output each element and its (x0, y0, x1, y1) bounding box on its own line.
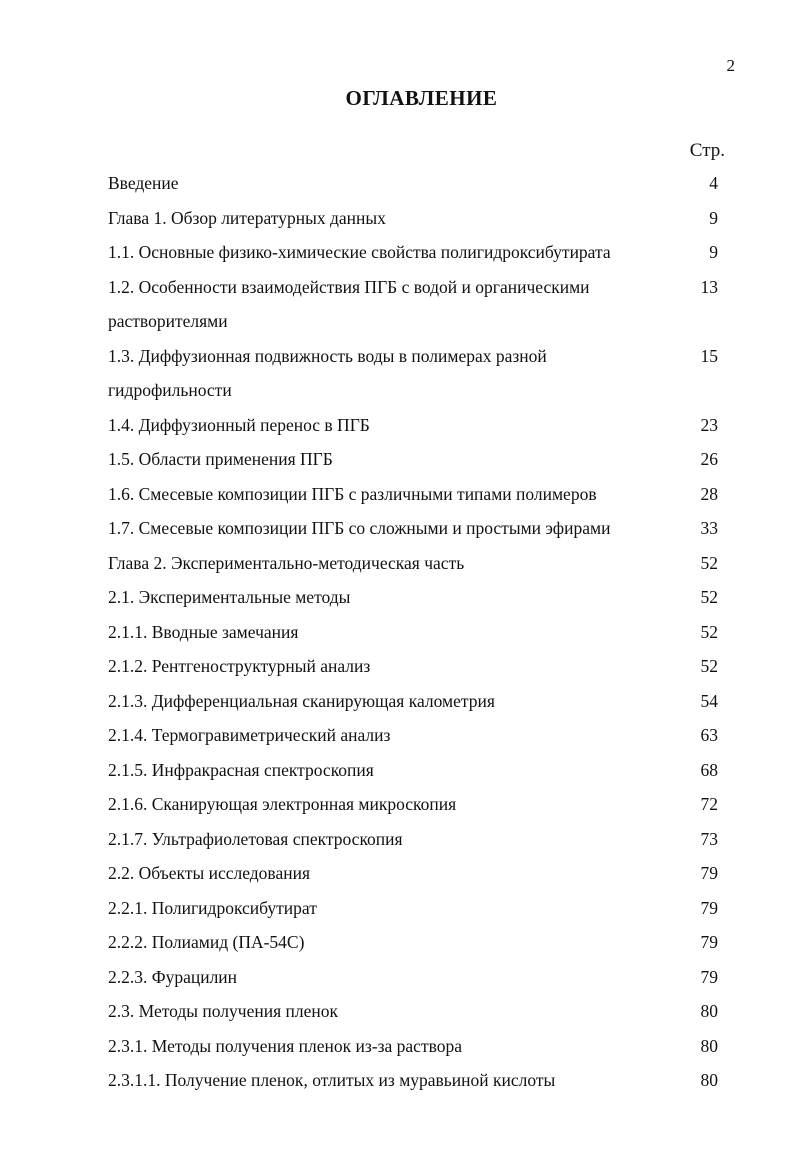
toc-entry-title: Введение (108, 173, 179, 193)
toc-entry (108, 891, 718, 926)
toc-entry (108, 960, 718, 995)
toc-entry (108, 649, 718, 684)
toc-entry (108, 235, 718, 270)
toc-entry-page: 79 (700, 863, 718, 883)
toc-entry (108, 822, 718, 857)
toc-entry (108, 615, 718, 650)
toc-entry-page: 52 (700, 621, 718, 642)
toc-entry (108, 684, 718, 719)
toc-entry-title: 2.2.1. Полигидроксибутират (108, 897, 317, 918)
toc-entry-page: 33 (700, 518, 718, 538)
toc-entry (108, 925, 718, 960)
toc-entry-page: 28 (700, 483, 718, 504)
toc-entry (108, 442, 718, 477)
toc-entry (108, 511, 718, 546)
toc-entry-title: 2.3. Методы получения пленок (108, 1001, 338, 1021)
toc-entry-title: 2.1.2. Рентгеноструктурный анализ (108, 656, 371, 676)
page-number: 2 (726, 56, 735, 75)
toc-entry (108, 201, 718, 236)
toc-entry-page: 9 (709, 242, 718, 262)
page-title: ОГЛАВЛЕНИЕ (345, 86, 498, 110)
toc-entry-title: 1.7. Смесевые композиции ПГБ со сложными и простыми эфирами (108, 518, 611, 538)
toc-entry-page: 23 (700, 414, 718, 435)
toc-entry (108, 580, 718, 615)
toc-entry-page: 54 (700, 690, 718, 711)
toc-entry-page: 15 (700, 345, 718, 366)
toc-entry-page: 52 (700, 656, 718, 676)
toc-entry-title: 2.2.2. Полиамид (ПА-54С) (108, 932, 305, 952)
toc-entry-title: 2.3.1. Методы получения пленок из-за раствора (108, 1035, 462, 1056)
toc-entry (108, 339, 718, 408)
toc-entry-page: 13 (700, 276, 718, 297)
toc-entry-page: 73 (700, 828, 718, 849)
toc-entry-title: 1.4. Диффузионный перенос в ПГБ (108, 414, 370, 435)
toc-entry (108, 753, 718, 788)
toc-entry (108, 994, 718, 1029)
toc-entry (108, 546, 718, 581)
toc-entry-page: 68 (700, 759, 718, 780)
toc-entry-title: 1.5. Области применения ПГБ (108, 449, 333, 469)
toc-entry-page: 80 (700, 1070, 718, 1090)
toc-entry-title: 2.1.6. Сканирующая электронная микроскопия (108, 794, 457, 814)
toc-entry-page: 63 (700, 725, 718, 745)
table-of-contents (108, 166, 718, 1098)
toc-entry (108, 1029, 718, 1064)
toc-entry-page: 52 (700, 587, 718, 607)
toc-entry (108, 477, 718, 512)
toc-entry-title: 1.6. Смесевые композиции ПГБ с различными типами полимеров (108, 483, 597, 504)
toc-entry-title: 1.3. Диффузионная подвижность воды в полимерах разной гидрофильности (108, 345, 547, 400)
toc-entry-title: 2.2.3. Фурацилин (108, 966, 238, 987)
toc-entry-title: 2.2. Объекты исследования (108, 863, 311, 883)
toc-entry (108, 787, 718, 822)
toc-entry (108, 408, 718, 443)
toc-entry-title: 2.1.1. Вводные замечания (108, 621, 299, 642)
toc-entry (108, 166, 718, 201)
toc-entry-title: Глава 2. Экспериментально-методическая часть (108, 552, 465, 573)
toc-entry (108, 856, 718, 891)
toc-entry-title: 2.1.4. Термогравиметрический анализ (108, 725, 391, 745)
toc-entry-page: 80 (700, 1001, 718, 1021)
toc-entry (108, 270, 718, 339)
toc-entry-title: 1.1. Основные физико-химические свойства полигидроксибутирата (108, 242, 611, 262)
toc-entry-title: 2.1.7. Ультрафиолетовая спектроскопия (108, 828, 403, 849)
toc-entry-page: 79 (700, 897, 718, 918)
toc-entry (108, 718, 718, 753)
toc-entry-page: 80 (700, 1035, 718, 1056)
toc-entry-page: 79 (700, 932, 718, 952)
toc-entry-page: 4 (709, 173, 718, 193)
toc-entry-title: 2.1.3. Дифференциальная сканирующая калометрия (108, 690, 495, 711)
toc-entry-title: 2.1.5. Инфракрасная спектроскопия (108, 759, 374, 780)
toc-entry (108, 1063, 718, 1098)
toc-entry-page: 9 (709, 207, 718, 228)
toc-entry-page: 79 (700, 966, 718, 987)
toc-entry-title: Глава 1. Обзор литературных данных (108, 207, 386, 228)
toc-entry-page: 52 (700, 552, 718, 573)
toc-entry-title: 2.1. Экспериментальные методы (108, 587, 351, 607)
toc-entry-page: 26 (700, 449, 718, 469)
toc-entry-title: 2.3.1.1. Получение пленок, отлитых из муравьиной кислоты (108, 1070, 556, 1090)
page-column-header: Стр. (689, 140, 725, 161)
toc-entry-title: 1.2. Особенности взаимодействия ПГБ с водой и органическими растворителями (108, 276, 590, 331)
toc-entry-page: 72 (700, 794, 718, 814)
